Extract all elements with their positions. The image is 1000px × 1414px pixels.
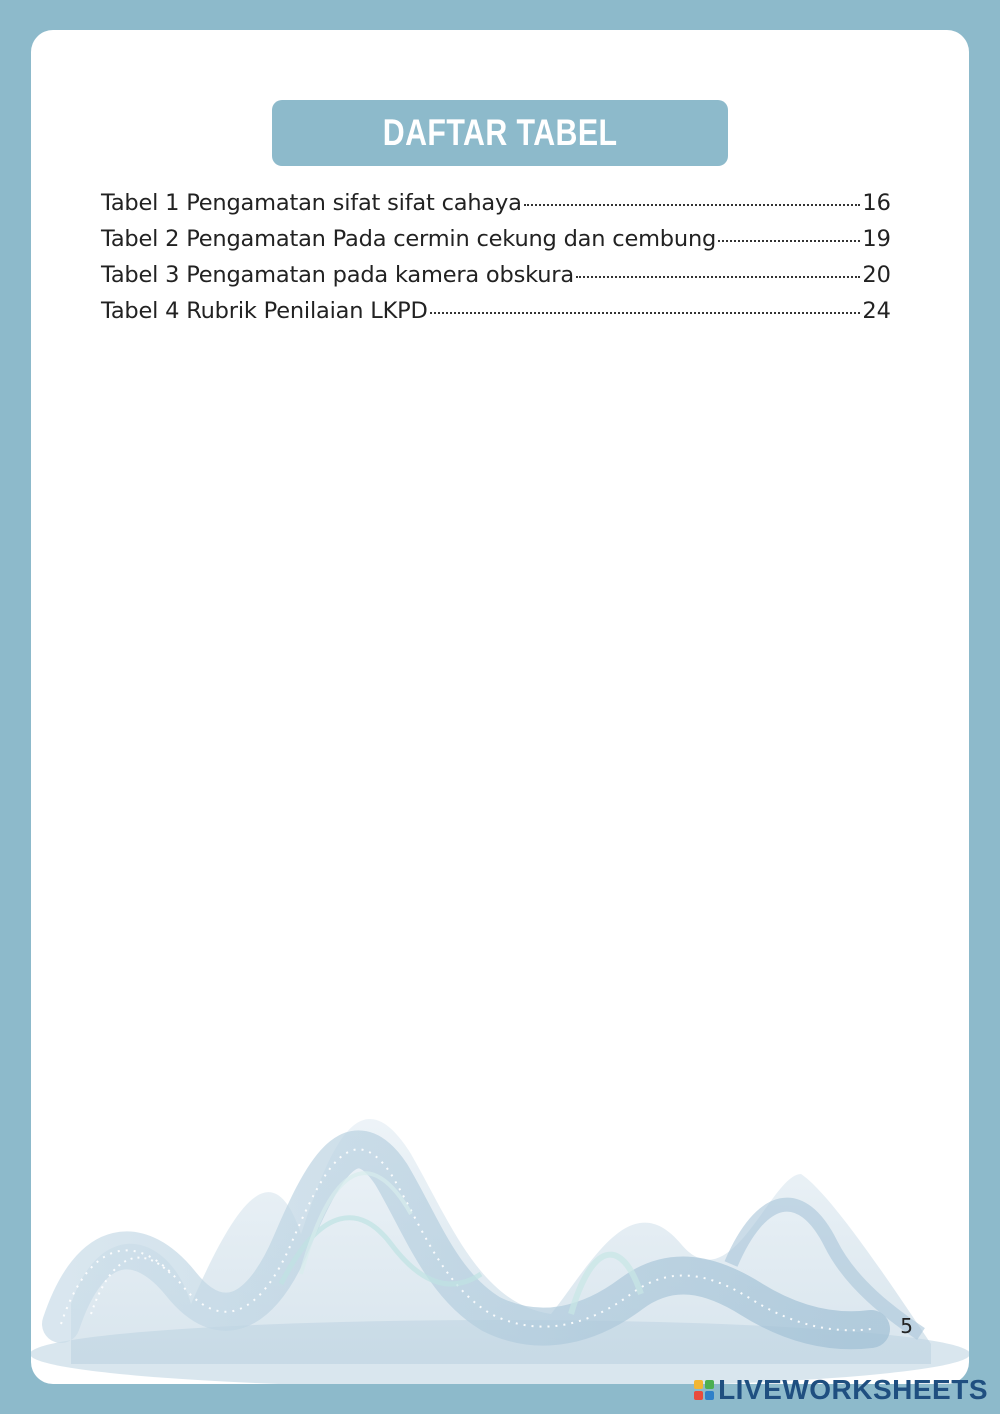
toc-entry[interactable]	[101, 262, 891, 298]
toc-entry-label: Tabel 4 Rubrik Penilaian LKPD	[101, 298, 428, 324]
toc-entry-page: 16	[862, 190, 891, 216]
leader-dots	[576, 276, 860, 278]
toc-entry-label: Tabel 2 Pengamatan Pada cermin cekung dan cembung	[101, 226, 717, 252]
toc-entry[interactable]	[101, 226, 891, 262]
brand-name: LIVEWORKSHEETS	[718, 1374, 988, 1405]
toc-entry-page: 24	[862, 298, 891, 324]
toc-entry-page: 20	[862, 262, 891, 288]
toc-entry[interactable]	[101, 298, 891, 334]
leader-dots	[524, 204, 861, 206]
toc-entry[interactable]	[101, 190, 891, 226]
leader-dots	[430, 312, 861, 314]
toc-entry-page: 19	[862, 226, 891, 252]
page-title: DAFTAR TABEL	[382, 112, 618, 153]
wave-ribbon-decoration	[31, 1084, 969, 1384]
liveworksheets-logo-icon	[694, 1380, 714, 1400]
title-banner	[272, 100, 728, 166]
document-page	[31, 30, 969, 1384]
liveworksheets-brand[interactable]	[694, 1374, 988, 1406]
leader-dots	[718, 240, 860, 242]
toc-entry-label: Tabel 1 Pengamatan sifat sifat cahaya	[101, 190, 522, 216]
table-list	[101, 190, 891, 334]
toc-entry-label: Tabel 3 Pengamatan pada kamera obskura	[101, 262, 574, 288]
page-number: 5	[900, 1314, 913, 1338]
